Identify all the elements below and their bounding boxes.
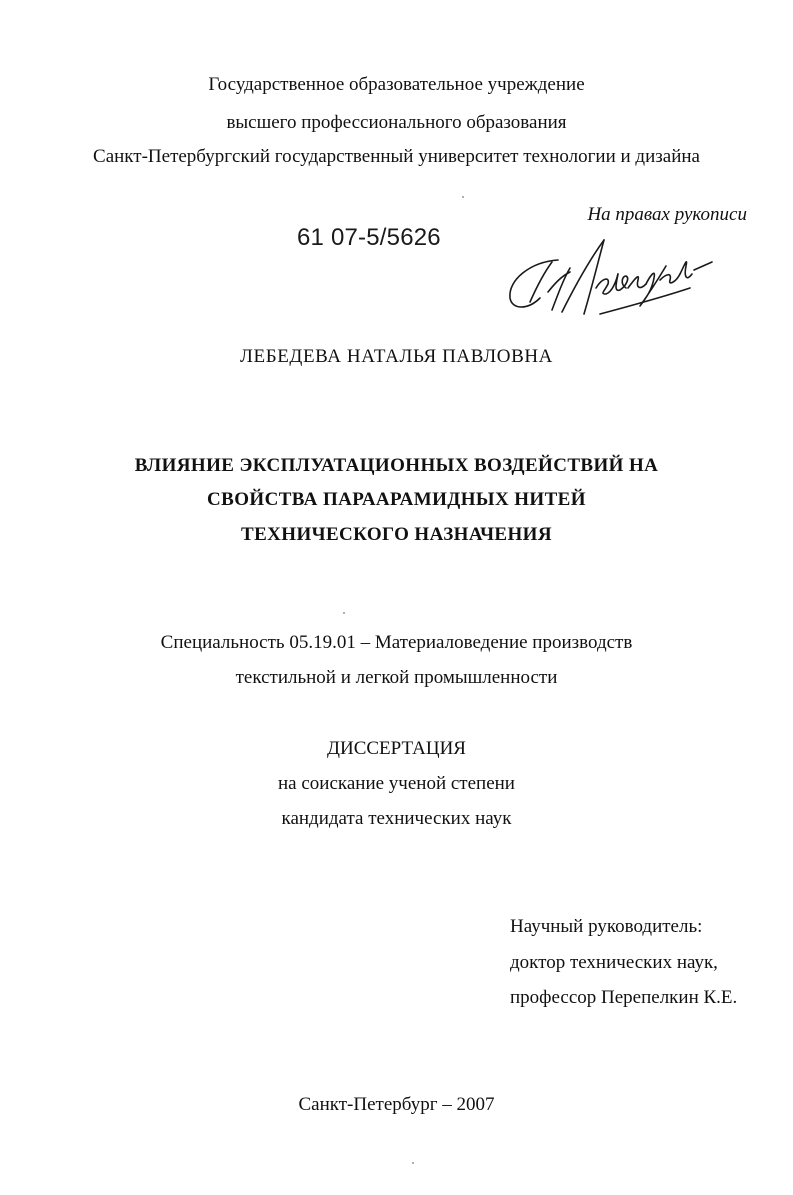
advisor-label: Научный руководитель: bbox=[510, 916, 703, 937]
author-name: ЛЕБЕДЕВА НАТАЛЬЯ ПАВЛОВНА bbox=[240, 346, 553, 367]
manuscript-rights-label: На правах рукописи bbox=[587, 204, 747, 225]
title-line-2: СВОЙСТВА ПАРААРАМИДНЫХ НИТЕЙ bbox=[207, 489, 586, 510]
specialty-line-2: текстильной и легкой промышленности bbox=[235, 667, 558, 688]
catalog-code: 61 07-5/5626 bbox=[297, 224, 441, 251]
institution-line-1: Государственное образовательное учреждение bbox=[208, 74, 585, 95]
city-year: Санкт-Петербург – 2007 bbox=[298, 1094, 495, 1115]
dissertation-line-1: на соискание ученой степени bbox=[278, 773, 515, 794]
title-line-3: ТЕХНИЧЕСКОГО НАЗНАЧЕНИЯ bbox=[241, 524, 552, 545]
dissertation-line-2: кандидата технических наук bbox=[281, 808, 512, 829]
scan-speck bbox=[462, 196, 464, 198]
scan-speck bbox=[343, 612, 345, 614]
advisor-degree: доктор технических наук, bbox=[510, 952, 718, 973]
author-signature bbox=[500, 232, 715, 327]
dissertation-heading: ДИССЕРТАЦИЯ bbox=[327, 738, 466, 759]
institution-line-3: Санкт-Петербургский государственный университет технологии и дизайна bbox=[93, 146, 700, 167]
scan-speck bbox=[412, 1162, 414, 1164]
title-line-1: ВЛИЯНИЕ ЭКСПЛУАТАЦИОННЫХ ВОЗДЕЙСТВИЙ НА bbox=[134, 455, 659, 476]
advisor-name: профессор Перепелкин К.Е. bbox=[510, 987, 738, 1008]
specialty-line-1: Специальность 05.19.01 – Материаловедение производств bbox=[160, 632, 633, 653]
institution-line-2: высшего профессионального образования bbox=[226, 112, 567, 133]
